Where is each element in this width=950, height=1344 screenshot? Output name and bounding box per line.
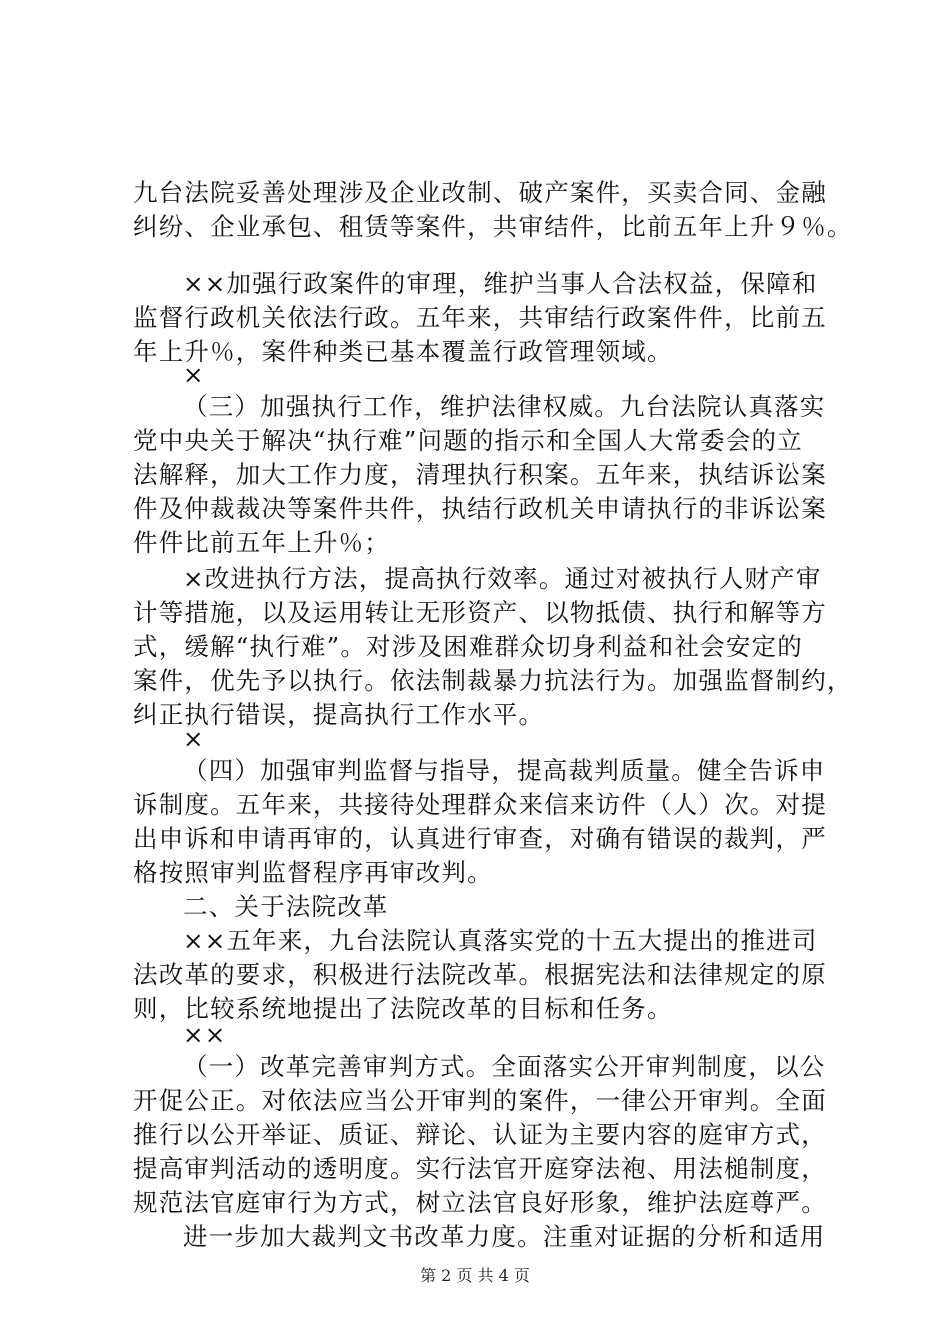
text-line: ×× (183, 1020, 227, 1049)
text-line: 法改革的要求，积极进行法院改革。根据宪法和法律规定的原 (133, 960, 827, 989)
text-line: 党中央关于解决“执行难”问题的指示和全国人大常委会的立 (133, 426, 803, 455)
text-line: 提高审判活动的透明度。实行法官开庭穿法袍、用法槌制度， (133, 1154, 827, 1183)
text-line: （三）加强执行工作，维护法律权威。九台法院认真落实 (183, 392, 826, 421)
text-line: 规范法官庭审行为方式，树立法官良好形象，维护法庭尊严。 (133, 1188, 827, 1217)
text-line: 纠正执行错误，提高执行工作水平。 (133, 700, 545, 729)
text-line: 诉制度。五年来，共接待处理群众来信来访件（人）次。对提 (133, 790, 827, 819)
text-line: 法解释，加大工作力度，清理执行积案。五年来，执结诉讼案 (133, 460, 827, 489)
text-line: 九台法院妥善处理涉及企业改制、破产案件，买卖合同、金融 (133, 178, 827, 207)
text-line: × (183, 724, 205, 753)
text-line: ××加强行政案件的审理，维护当事人合法权益，保障和 (183, 269, 818, 298)
text-line: 进一步加大裁判文书改革力度。注重对证据的分析和适用 (183, 1222, 826, 1251)
text-line: ×改进执行方法，提高执行效率。通过对被执行人财产审 (183, 564, 822, 593)
text-line: × (183, 360, 205, 389)
section-heading: 二、关于法院改革 (183, 892, 389, 921)
text-line: （四）加强审判监督与指导，提高裁判质量。健全告诉申 (183, 756, 826, 785)
text-line: 开促公正。对依法应当公开审判的案件，一律公开审判。全面 (133, 1086, 827, 1115)
text-line: ××五年来，九台法院认真落实党的十五大提出的推进司 (183, 926, 818, 955)
text-line: 式，缓解“执行难”。对涉及困难群众切身利益和社会安定的 (133, 632, 803, 661)
text-line: 件件比前五年上升％； (133, 528, 390, 557)
text-line: 年上升％，案件种类已基本覆盖行政管理领域。 (133, 337, 673, 366)
text-line: 则，比较系统地提出了法院改革的目标和任务。 (133, 994, 673, 1023)
text-line: （一）改革完善审判方式。全面落实公开审判制度，以公 (183, 1052, 826, 1081)
text-line: 格按照审判监督程序再审改判。 (133, 858, 493, 887)
text-line: 监督行政机关依法行政。五年来，共审结行政案件件，比前五 (133, 303, 827, 332)
text-line: 案件，优先予以执行。依法制裁暴力抗法行为。加强监督制约， (133, 666, 853, 695)
text-line: 计等措施，以及运用转让无形资产、以物抵债、执行和解等方 (133, 598, 827, 627)
text-line: 出申诉和申请再审的，认真进行审查，对确有错误的裁判，严 (133, 824, 827, 853)
text-line: 纠纷、企业承包、租赁等案件，共审结件，比前五年上升９％。 (133, 212, 853, 241)
page-number-footer: 第 2 页 共 4 页 (420, 1266, 530, 1285)
text-line: 推行以公开举证、质证、辩论、认证为主要内容的庭审方式， (133, 1120, 827, 1149)
text-line: 件及仲裁裁决等案件共件，执结行政机关申请执行的非诉讼案 (133, 494, 827, 523)
